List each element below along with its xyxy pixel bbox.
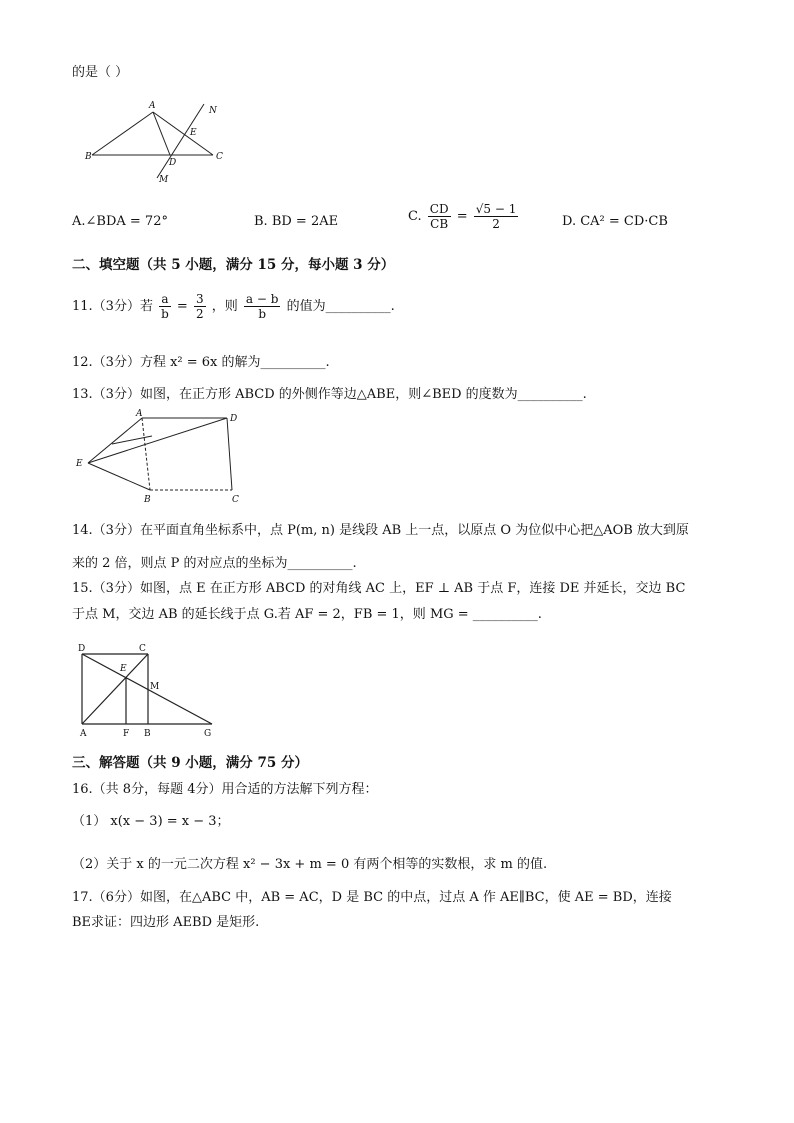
label-b: B [85,152,92,162]
segment-ab [142,418,150,490]
q10-tail: 的是（ ） [72,65,129,80]
section-3-heading: 三、解答题（共 9 小题，满分 75 分） [72,755,308,771]
label-a: A [149,101,156,111]
fraction-denominator: 2 [492,217,500,231]
label-n: N [209,106,217,116]
fraction-denominator: 2 [195,307,204,321]
q10-option-c [408,202,520,231]
section-2-heading: 二、填空题（共 5 小题，满分 15 分，每小题 3 分） [72,257,395,273]
q11-mid: ，则 [211,299,238,314]
fraction-root5 [474,202,519,231]
fraction-3-2 [194,292,206,321]
q15-line-1: 15.（3分）如图，点 E 在正方形 ABCD 的对角线 AC 上，EF ⊥ AB 于点 F，连接 DE 并延长，交边 BC [72,581,686,596]
q13-figure [72,408,252,508]
q15-figure [72,640,222,740]
q10-option-c-prefix: C. [408,209,422,224]
fraction-denominator: b [161,307,169,321]
fraction-numerator: a − b [245,292,279,306]
q16: 16.（共 8分，每题 4分）用合适的方法解下列方程： [72,782,378,797]
q16-part-1: （1） x(x − 3) = x − 3； [72,814,230,829]
label-d: D [169,158,177,168]
label-d: D [230,414,238,424]
segment-dc [227,418,232,490]
q15-line-2: 于点 M，交边 AB 的延长线于点 G.若 AF = 2，FB = 1，则 MG = __________. [72,607,542,622]
label-e: E [190,128,197,138]
fraction-numerator: CD [429,202,449,216]
q10-option-a: A.∠BDA = 72° [72,214,168,229]
label-d: D [78,644,86,654]
fraction-numerator: 3 [195,292,204,306]
equals-sign: = [456,209,468,224]
label-e: E [76,459,83,469]
q14-line-1: 14.（3分）在平面直角坐标系中，点 P(m, n) 是线段 AB 上一点，以原点 O 为位似中心把△AOB 放大到原 [72,523,689,538]
q13: 13.（3分）如图，在正方形 ABCD 的外侧作等边△ABE，则∠BED 的度数为__________. [72,387,587,402]
equals-sign: = [176,299,188,314]
label-a: A [80,729,87,739]
q11-prefix: 11.（3分）若 [72,299,153,314]
label-c: C [232,495,239,505]
segment-ab [92,112,153,155]
fraction-amb-b [244,292,281,321]
segment-dg [82,654,212,724]
segment-ed [88,418,227,463]
segment-eb [88,463,150,490]
q11 [72,292,395,322]
label-b: B [144,729,151,739]
diagonal-ac [82,654,148,724]
label-f: F [123,729,130,739]
fraction-numerator: a [161,292,169,306]
label-g: G [204,729,212,739]
label-c: C [216,152,223,162]
q10-option-b: B. BD = 2AE [254,214,339,229]
q11-suffix: 的值为__________. [286,299,395,314]
q10-option-d: D. CA² = CD·CB [562,214,668,229]
label-a: A [136,409,143,419]
label-m: M [150,682,160,692]
q12: 12.（3分）方程 x² = 6x 的解为__________. [72,355,330,370]
label-b: B [144,495,151,505]
fraction-a-b [159,292,171,321]
q16-part-2: （2）关于 x 的一元二次方程 x² − 3x + m = 0 有两个相等的实数根，求 m 的值. [72,857,548,872]
label-m: M [159,175,169,185]
fraction-cd-cb [428,202,451,231]
segment-ea [88,418,142,463]
fraction-numerator: √5 − 1 [475,202,517,216]
q10-figure [82,98,232,188]
label-e: E [120,664,127,674]
segment-mark [112,436,152,444]
fraction-denominator: CB [430,217,449,231]
q17-line-2: BE求证：四边形 AEBD 是矩形. [72,915,260,930]
q17-line-1: 17.（6分）如图，在△ABC 中，AB = AC，D 是 BC 的中点，过点 A 作 AE∥BC，使 AE = BD，连接 [72,890,672,905]
fraction-denominator: b [258,307,267,321]
label-c: C [139,644,146,654]
q14-line-2: 来的 2 倍，则点 P 的对应点的坐标为__________. [72,556,357,571]
